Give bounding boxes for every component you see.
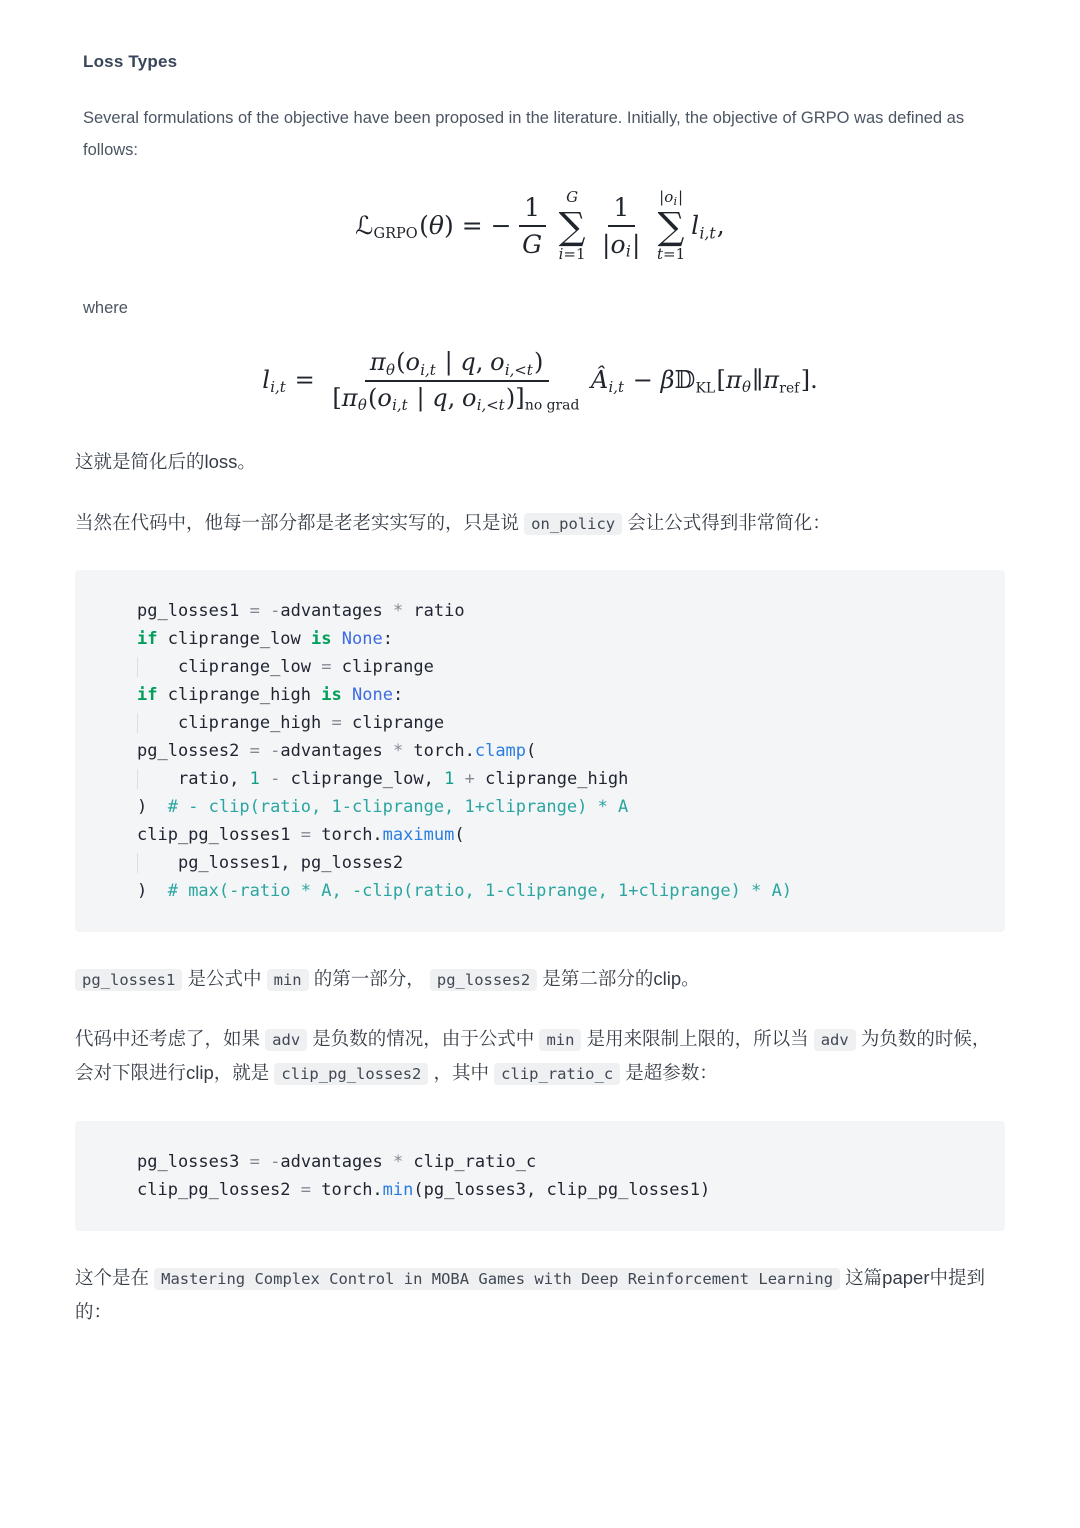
code-line: if cliprange_low is None:: [137, 628, 393, 649]
paragraph-on-policy: 当然在代码中，他每一部分都是老老实实写的，只是说 on_policy 会让公式得到非常简化：: [75, 511, 831, 533]
inline-code: adv: [814, 1029, 856, 1051]
inline-code: Mastering Complex Control in MOBA Games with Deep Reinforcement Learning: [154, 1268, 840, 1290]
code-line: if cliprange_high is None:: [137, 684, 404, 705]
code-line: ) # - clip(ratio, 1-cliprange, 1+cliprange) * A: [137, 796, 629, 817]
code-line: cliprange_high = cliprange: [137, 709, 975, 737]
inline-code: min: [267, 969, 309, 991]
code-line: ratio, 1 - cliprange_low, 1 + cliprange_high: [137, 765, 975, 793]
code-block-dual-clip: [75, 1121, 1005, 1231]
section-heading: Loss Types: [83, 52, 178, 71]
code-line: pg_losses3 = -advantages * clip_ratio_c: [137, 1151, 537, 1172]
paragraph-simplified-loss: 这就是简化后的loss。: [75, 451, 256, 473]
code-line: clip_pg_losses1 = torch.maximum(: [137, 824, 465, 845]
inline-code: pg_losses2: [430, 969, 537, 991]
inline-code: clip_pg_losses2: [274, 1063, 428, 1085]
inline-code: on_policy: [524, 513, 622, 535]
formula-grpo-objective: ℒ GRPO ( θ ) = − $\frac{1}{G}$ G ∑ i =1 1 | o i | | o i | ∑ t =1 l i,t ,: [355, 188, 725, 264]
code-line: ) # max(-ratio * A, -clip(ratio, 1-cliprange, 1+cliprange) * A): [137, 880, 793, 901]
where-text: where: [83, 299, 128, 318]
inline-code: clip_ratio_c: [494, 1063, 620, 1085]
intro-paragraph: Several formulations of the objective have been proposed in the literature. Initially, the objective of GRPO was defined as follows:: [83, 109, 965, 160]
code-line: pg_losses1, pg_losses2: [137, 849, 975, 877]
paragraph-pg-losses-explain: pg_losses1 是公式中 min 的第一部分， pg_losses2 是第二部分的clip。: [75, 962, 1005, 996]
code-block-policy-loss: [75, 570, 1005, 932]
code-line: pg_losses2 = -advantages * torch.clamp(: [137, 740, 537, 761]
code-line: pg_losses1 = -advantages * ratio: [137, 600, 465, 621]
inline-code: adv: [265, 1029, 307, 1051]
paragraph-moba-paper: 这个是在 Mastering Complex Control in MOBA Games with Deep Reinforcement Learning 这篇paper中提到的：: [75, 1266, 985, 1322]
formula-per-token-loss: l i,t = π θ ( o i,t | q , o i,<t ) [ π θ ( o i,t | q , o i,<t ) ] no grad Â i,t − β 𝔻 KL [ π θ ∥ π ref ] .: [262, 348, 818, 415]
code-line: clip_pg_losses2 = torch.min(pg_losses3, clip_pg_losses1): [137, 1179, 711, 1200]
code-line: cliprange_low = cliprange: [137, 653, 975, 681]
paragraph-negative-adv: 代码中还考虑了，如果 adv 是负数的情况，由于公式中 min 是用来限制上限的，所以当 adv 为负数的时候，会对下限进行clip，就是 clip_pg_losses2 ，其中 clip_ratio_c 是超参数：: [75, 1028, 991, 1084]
inline-code: pg_losses1: [75, 969, 182, 991]
inline-code: min: [539, 1029, 581, 1051]
